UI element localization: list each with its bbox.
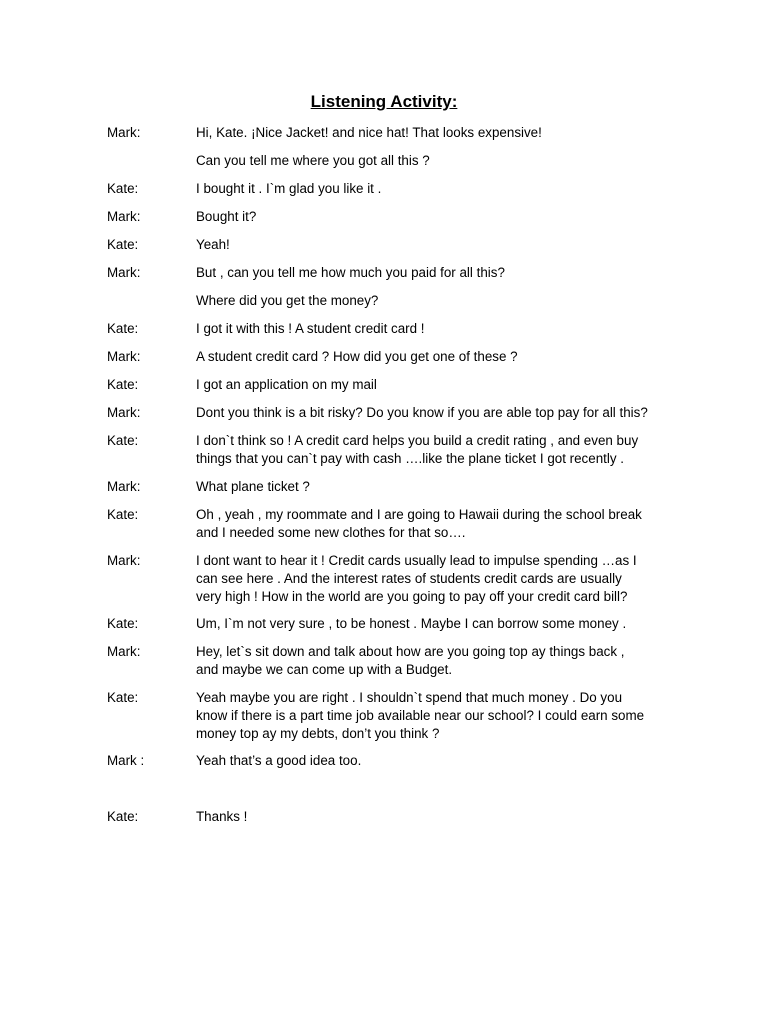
speaker-label: Kate:	[107, 237, 139, 252]
dialogue-text: I don`t think so ! A credit card helps you build a credit rating , and even buy things that you can`t pay with cash ….like the plane ticket I got recently .	[196, 433, 639, 466]
dialogue-text: Where did you get the money?	[196, 293, 379, 308]
speaker-label: Mark:	[107, 553, 141, 568]
dialogue-text: Can you tell me where you got all this ?	[196, 153, 430, 168]
speaker-label: Mark:	[107, 125, 141, 140]
dialogue-text: Oh , yeah , my roommate and I are going to Hawaii during the school break and I needed some new clothes for that so….	[196, 507, 642, 540]
dialogue-text: Dont you think is a bit risky? Do you know if you are able top pay for all this?	[196, 405, 648, 420]
speaker-label: Kate:	[107, 321, 139, 336]
speaker-label: Kate:	[107, 433, 139, 448]
dialogue-text: I got it with this ! A student credit card !	[196, 321, 425, 336]
dialogue-text: Hey, let`s sit down and talk about how are you going top ay things back , and maybe we can come up with a Budget.	[196, 644, 625, 677]
speaker-label: Kate:	[107, 507, 139, 522]
speaker-label: Mark:	[107, 405, 141, 420]
speaker-label: Kate:	[107, 809, 139, 824]
speaker-label: Kate:	[107, 690, 139, 705]
speaker-label: Mark:	[107, 644, 141, 659]
speaker-label: Mark:	[107, 479, 141, 494]
dialogue-text: But , can you tell me how much you paid for all this?	[196, 265, 505, 280]
dialogue-text: I dont want to hear it ! Credit cards usually lead to impulse spending …as I can see here . And the interest rates of students credit cards are usually very high ! How in the world are you going to pay off your credit card bill?	[196, 553, 637, 604]
dialogue-text: A student credit card ? How did you get one of these ?	[196, 349, 518, 364]
dialogue-text: What plane ticket ?	[196, 479, 310, 494]
speaker-label: Mark:	[107, 265, 141, 280]
dialogue-text: Thanks !	[196, 809, 248, 824]
page-title: Listening Activity:	[310, 92, 458, 111]
speaker-label: Mark:	[107, 349, 141, 364]
dialogue-text: Hi, Kate. ¡Nice Jacket! and nice hat! That looks expensive!	[196, 125, 542, 140]
dialogue-text: Yeah!	[196, 237, 230, 252]
speaker-label: Kate:	[107, 616, 139, 631]
dialogue-text: I got an application on my mail	[196, 377, 377, 392]
speaker-label: Mark :	[107, 753, 145, 768]
dialogue-text: Um, I`m not very sure , to be honest . Maybe I can borrow some money .	[196, 616, 627, 631]
dialogue-text: Yeah that’s a good idea too.	[196, 753, 362, 768]
speaker-label: Mark:	[107, 209, 141, 224]
speaker-label: Kate:	[107, 181, 139, 196]
dialogue-text: Bought it?	[196, 209, 257, 224]
dialogue-text: I bought it . I`m glad you like it .	[196, 181, 382, 196]
speaker-label: Kate:	[107, 377, 139, 392]
dialogue-text: Yeah maybe you are right . I shouldn`t spend that much money . Do you know if there is a part time job available near our school? I could earn some money top ay my debts, don’t you think ?	[196, 690, 645, 741]
